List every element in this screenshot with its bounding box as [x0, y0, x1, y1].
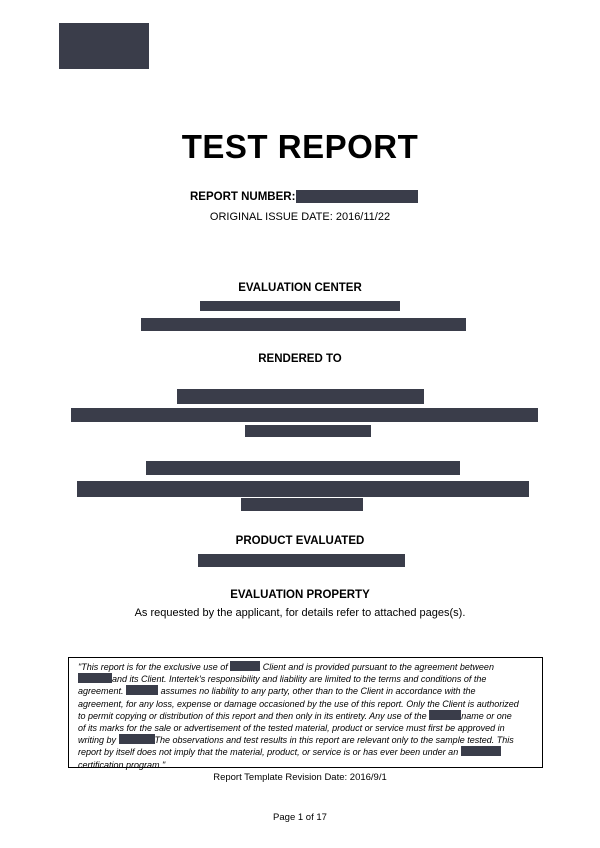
client-contact-line2-redacted — [77, 481, 529, 497]
client-contact-line1-redacted — [146, 461, 460, 475]
disclaimer-line: of its marks for the sale or advertisement of the tested material, product or service must first be approved in — [78, 722, 505, 733]
disclaimer-line: agreement. — [78, 686, 124, 697]
disclaimer-line: "This report is for the exclusive use of — [78, 662, 228, 672]
logo-redacted — [59, 23, 149, 69]
disclaimer-line: and its Client. Intertek's responsibility and liability are limited to the terms and conditions of the — [112, 674, 487, 685]
disclaimer-text — [78, 661, 538, 771]
product-name-redacted — [198, 554, 405, 567]
disclaimer-line: to permit copying or distribution of this report and then only in its entirety. Any use of the — [78, 710, 427, 721]
page-number: Page 1 of 17 — [273, 812, 327, 823]
disclaimer-line: The observations and test results in this report are relevant only to the sample tested. This — [154, 735, 514, 746]
redacted-name — [461, 746, 501, 756]
disclaimer-line: certification program." — [78, 759, 166, 770]
redacted-name — [119, 734, 155, 744]
disclaimer-line: name or one — [461, 710, 512, 721]
client-name-redacted — [177, 389, 424, 404]
evaluation-center-name-redacted — [200, 301, 400, 311]
revision-date: Report Template Revision Date: 2016/9/1 — [213, 772, 387, 783]
disclaimer-line: report by itself does not imply that the material, product, or service is or has ever been under an — [78, 747, 459, 758]
redacted-name — [429, 710, 461, 720]
product-evaluated-heading: PRODUCT EVALUATED — [235, 535, 365, 547]
client-address-line1-redacted — [71, 408, 538, 422]
evaluation-property-heading: EVALUATION PROPERTY — [230, 589, 370, 601]
issue-date: ORIGINAL ISSUE DATE: 2016/11/22 — [209, 211, 391, 223]
page-title: TEST REPORT — [181, 128, 419, 165]
disclaimer-line: assumes no liability to any party, other than to the Client in accordance with the — [160, 686, 476, 697]
evaluation-property-text: As requested by the applicant, for details refer to attached pages(s). — [134, 607, 466, 619]
report-number-redacted — [296, 190, 418, 203]
client-contact-line3-redacted — [241, 498, 363, 511]
evaluation-center-address-redacted — [141, 318, 466, 331]
rendered-to-heading: RENDERED TO — [258, 353, 342, 365]
evaluation-center-heading: EVALUATION CENTER — [238, 282, 362, 294]
disclaimer-line: writing by — [78, 735, 117, 746]
disclaimer-line: agreement, for any loss, expense or damage occasioned by the use of this report. Only the Client is authorized — [78, 698, 519, 709]
disclaimer-line: Client and is provided pursuant to the agreement between — [262, 662, 494, 672]
client-address-line2-redacted — [245, 425, 371, 437]
redacted-name — [78, 673, 112, 683]
report-number-label: REPORT NUMBER: — [190, 191, 296, 203]
redacted-name — [126, 685, 158, 695]
redacted-name — [230, 661, 260, 671]
